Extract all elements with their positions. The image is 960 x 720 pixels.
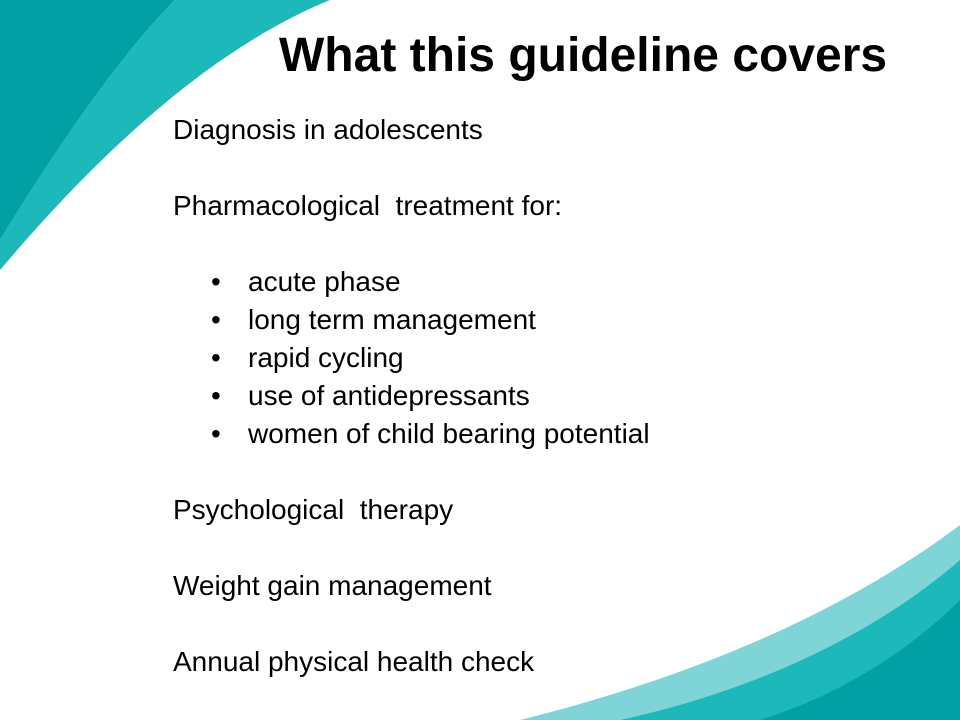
bullet-glyph: •: [211, 418, 221, 449]
topic-diagnosis: Diagnosis in adolescents: [173, 114, 483, 145]
spacer: [173, 605, 650, 643]
topic-pharmacological: Pharmacological treatment for:: [173, 190, 563, 221]
bullet-glyph: •: [211, 380, 221, 411]
topic-annual: Annual physical health check: [173, 646, 535, 677]
bullet-text: women of child bearing potential: [248, 418, 650, 449]
topic-psychological: Psychological therapy: [173, 494, 454, 525]
bullet-item: [173, 415, 650, 453]
bullet-glyph: •: [211, 266, 221, 297]
bullet-item: [173, 301, 650, 339]
spacer: [173, 529, 650, 567]
bullet-glyph: •: [211, 342, 221, 373]
topic-weight: Weight gain management: [173, 570, 492, 601]
spacer: [173, 225, 650, 263]
bullet-text: acute phase: [248, 266, 401, 297]
spacer: [173, 149, 650, 187]
bullet-item: [173, 339, 650, 377]
pharmacological-bullet-list: [173, 263, 650, 453]
slide-content: [173, 111, 650, 681]
bullet-text: long term management: [248, 304, 536, 335]
bullet-text: use of antidepressants: [248, 380, 530, 411]
bullet-item: [173, 377, 650, 415]
spacer: [173, 453, 650, 491]
bullet-glyph: •: [211, 304, 221, 335]
slide-title: What this guideline covers: [279, 29, 888, 82]
bullet-item: [173, 263, 650, 301]
bullet-text: rapid cycling: [248, 342, 404, 373]
